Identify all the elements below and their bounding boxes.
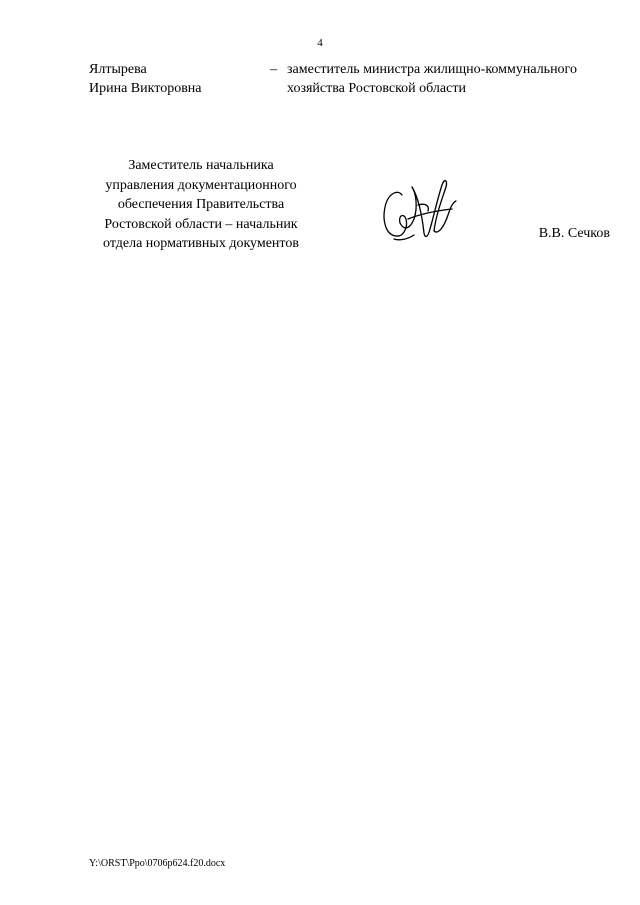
member-surname: Ялтырева (89, 62, 147, 77)
member-position-line-1: заместитель министра жилищно-коммунального (287, 62, 577, 77)
signer-title-line-2: управления документационного (105, 177, 297, 193)
signer-title-line-3: обеспечения Правительства (117, 197, 285, 212)
signer-name: В.В. Сечков (538, 226, 610, 241)
signer-title-line-4: Ростовской области – начальник (104, 216, 298, 232)
member-given-names: Ирина Викторовна (89, 81, 202, 96)
member-name (89, 60, 269, 98)
member-entry (89, 60, 609, 100)
member-position (287, 60, 612, 98)
member-dash: – (270, 62, 277, 77)
signer-title (88, 156, 314, 254)
signer-title-line-1: Заместитель начальника (128, 158, 274, 173)
signer-title-line-5: отдела нормативных документов (103, 236, 299, 251)
member-position-line-2: хозяйства Ростовской области (287, 81, 466, 96)
footer-file-path: Y:\ORST\Ppo\0706p624.f20.docx (89, 858, 226, 869)
page-number: 4 (317, 37, 323, 49)
handwritten-signature (378, 175, 462, 247)
